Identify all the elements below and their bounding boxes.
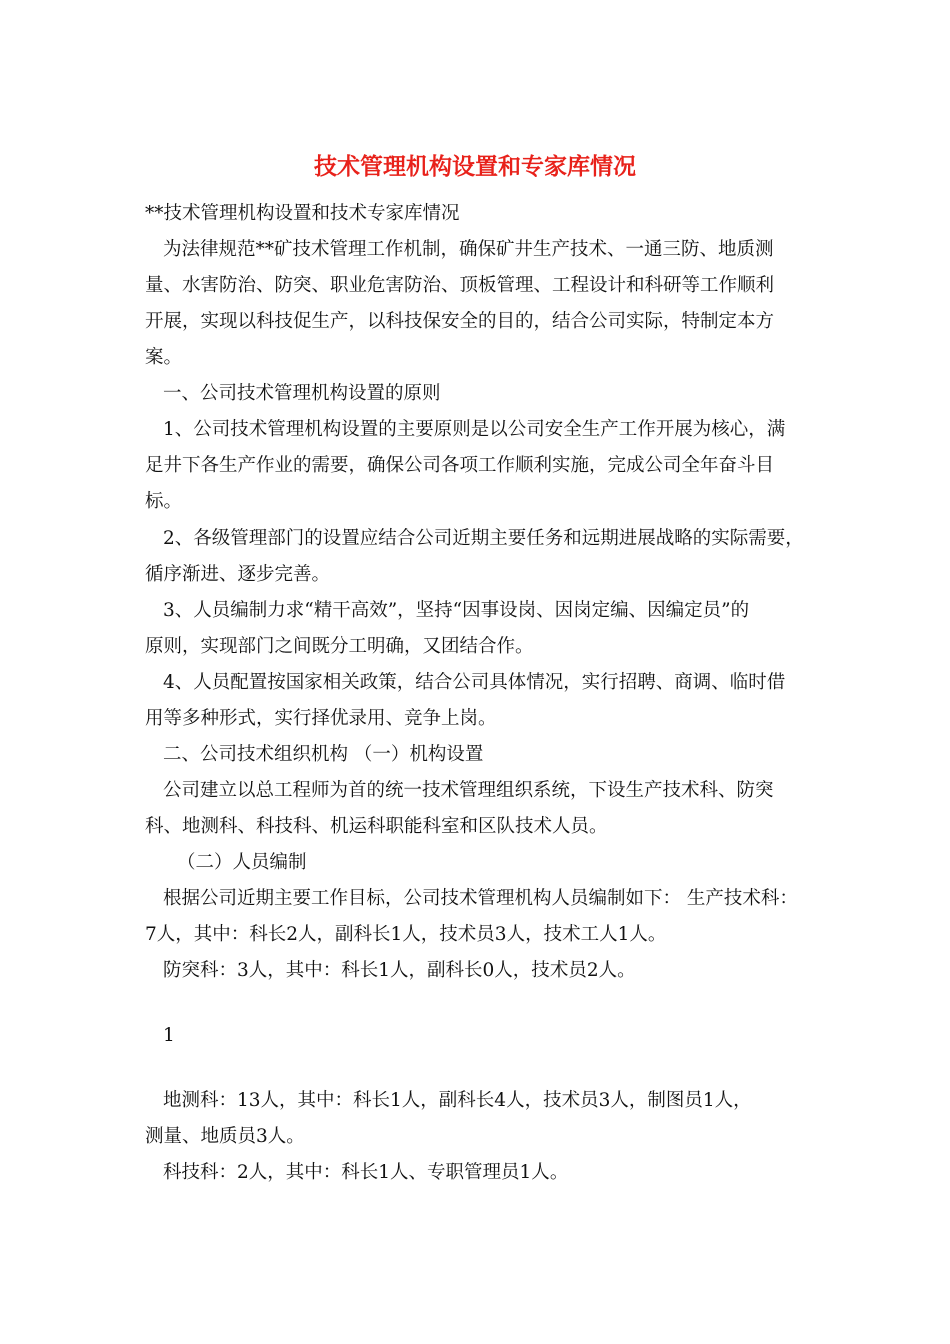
document-title: 技术管理机构设置和专家库情况 (314, 153, 636, 180)
doc-line-heading: 一、公司技术管理机构设置的原则 (163, 383, 441, 404)
doc-line-subtitle: **技术管理机构设置和技术专家库情况 (145, 203, 460, 224)
doc-line: 地测科：13人，其中：科长1人，副科长4人，技术员3人，制图员1人， (163, 1090, 752, 1111)
doc-line-subheading: （二）人员编制 (177, 852, 307, 873)
doc-line: 1、公司技术管理机构设置的主要原则是以公司安全生产工作开展为核心，满 (163, 419, 786, 440)
doc-line: 为法律规范**矿技术管理工作机制，确保矿井生产技术、一通三防、地质测 (163, 239, 774, 260)
doc-line: 用等多种形式，实行择优录用、竞争上岗。 (145, 708, 497, 729)
doc-line: 4、人员配置按国家相关政策，结合公司具体情况，实行招聘、商调、临时借 (163, 672, 786, 693)
doc-line: 原则，实现部门之间既分工明确，又团结合作。 (145, 636, 534, 657)
doc-line: 循序渐进、逐步完善。 (145, 564, 331, 585)
doc-line-heading: 二、公司技术组织机构 （一）机构设置 (163, 744, 484, 765)
doc-line: 7人，其中：科长2人，副科长1人，技术员3人，技术工人1人。 (145, 924, 667, 945)
doc-line: 量、水害防治、防突、职业危害防治、顶板管理、工程设计和科研等工作顺利 (145, 275, 775, 296)
doc-line: 公司建立以总工程师为首的统一技术管理组织系统，下设生产技术科、防突 (163, 780, 774, 801)
doc-line: 防突科：3人，其中：科长1人，副科长0人，技术员2人。 (163, 960, 636, 981)
doc-line: 科、地测科、科技科、机运科职能科室和区队技术人员。 (145, 816, 608, 837)
doc-line: 根据公司近期主要工作目标，公司技术管理机构人员编制如下： 生产技术科： (163, 888, 798, 909)
doc-line: 标。 (145, 491, 183, 512)
doc-line: 测量、地质员3人。 (145, 1126, 305, 1147)
doc-line: 2、各级管理部门的设置应结合公司近期主要任务和远期进展战略的实际需要， (163, 528, 804, 549)
doc-line: 3、人员编制力求“精干高效”，坚持“因事设岗、因岗定编、因编定员”的 (163, 600, 750, 621)
doc-line: 案。 (145, 347, 183, 368)
doc-line: 足井下各生产作业的需要，确保公司各项工作顺利实施，完成公司全年奋斗目 (145, 455, 775, 476)
page-number: 1 (163, 1025, 175, 1046)
doc-line: 开展，实现以科技促生产，以科技保安全的目的，结合公司实际，特制定本方 (145, 311, 775, 332)
doc-line: 科技科：2人，其中：科长1人、专职管理员1人。 (163, 1162, 569, 1183)
